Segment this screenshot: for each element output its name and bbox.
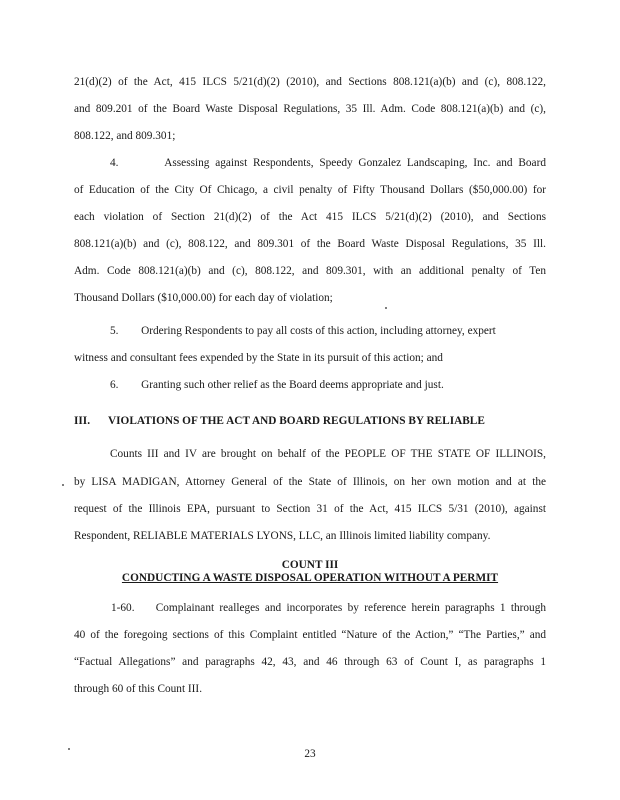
item5-line-1: 5. Ordering Respondents to pay all costs of this action, including attorney, expert [110, 325, 496, 337]
count-label: COUNT III [281, 559, 339, 571]
section-title: VIOLATIONS OF THE ACT AND BOARD REGULATIONS BY RELIABLE [108, 415, 485, 427]
carryover-line-2: and 809.201 of the Board Waste Disposal Regulations, 35 Ill. Adm. Code 808.121(a)(b) and (c), [74, 103, 546, 115]
count-title: CONDUCTING A WASTE DISPOSAL OPERATION WITHOUT A PERMIT [121, 572, 499, 584]
section-number: III. [74, 415, 91, 427]
item4-line-5: Adm. Code 808.121(a)(b) and (c), 808.122, and 809.301, with an additional penalty of Ten [74, 265, 546, 277]
item4-line-6: Thousand Dollars ($10,000.00) for each day of violation; [74, 292, 333, 304]
scan-speck [68, 748, 70, 750]
item4-line-2: of Education of the City Of Chicago, a civil penalty of Fifty Thousand Dollars ($50,000.00) for [74, 184, 546, 196]
section-intro-line-2: by LISA MADIGAN, Attorney General of the State of Illinois, on her own motion and at the [74, 476, 546, 488]
item4-line-4: 808.121(a)(b) and (c), 808.122, and 809.301 of the Board Waste Disposal Regulations, 35 Ill. [74, 238, 546, 250]
scan-speck [62, 484, 64, 486]
page-number: 23 [304, 748, 316, 760]
count-paragraph-line-1: 1-60. Complainant realleges and incorporates by reference herein paragraphs 1 through [111, 602, 546, 614]
carryover-line-3: 808.122, and 809.301; [74, 130, 176, 142]
item4-line-1: 4. Assessing against Respondents, Speedy Gonzalez Landscaping, Inc. and Board [110, 157, 546, 169]
section-intro-line-1: Counts III and IV are brought on behalf of the PEOPLE OF THE STATE OF ILLINOIS, [110, 448, 546, 460]
section-intro-line-4: Respondent, RELIABLE MATERIALS LYONS, LLC, an Illinois limited liability company. [74, 530, 491, 542]
count-paragraph-line-4: through 60 of this Count III. [74, 683, 203, 695]
item6-line-1: 6. Granting such other relief as the Board deems appropriate and just. [110, 379, 444, 391]
section-intro-line-3: request of the Illinois EPA, pursuant to Section 31 of the Act, 415 ILCS 5/31 (2010), against [74, 503, 546, 515]
scan-speck [385, 307, 387, 309]
section-heading [74, 415, 546, 427]
carryover-line-1: 21(d)(2) of the Act, 415 ILCS 5/21(d)(2) (2010), and Sections 808.121(a)(b) and (c), 808.122, [74, 76, 546, 88]
item4-line-3: each violation of Section 21(d)(2) of the Act 415 ILCS 5/21(d)(2) (2010), and Sections [74, 211, 546, 223]
count-paragraph-line-3: “Factual Allegations” and paragraphs 42, 43, and 46 through 63 of Count I, as paragraphs 1 [74, 656, 546, 668]
item5-line-2: witness and consultant fees expended by the State in its pursuit of this action; and [74, 352, 443, 364]
count-paragraph-line-2: 40 of the foregoing sections of this Complaint entitled “Nature of the Action,” “The Parties,” and [74, 629, 546, 641]
